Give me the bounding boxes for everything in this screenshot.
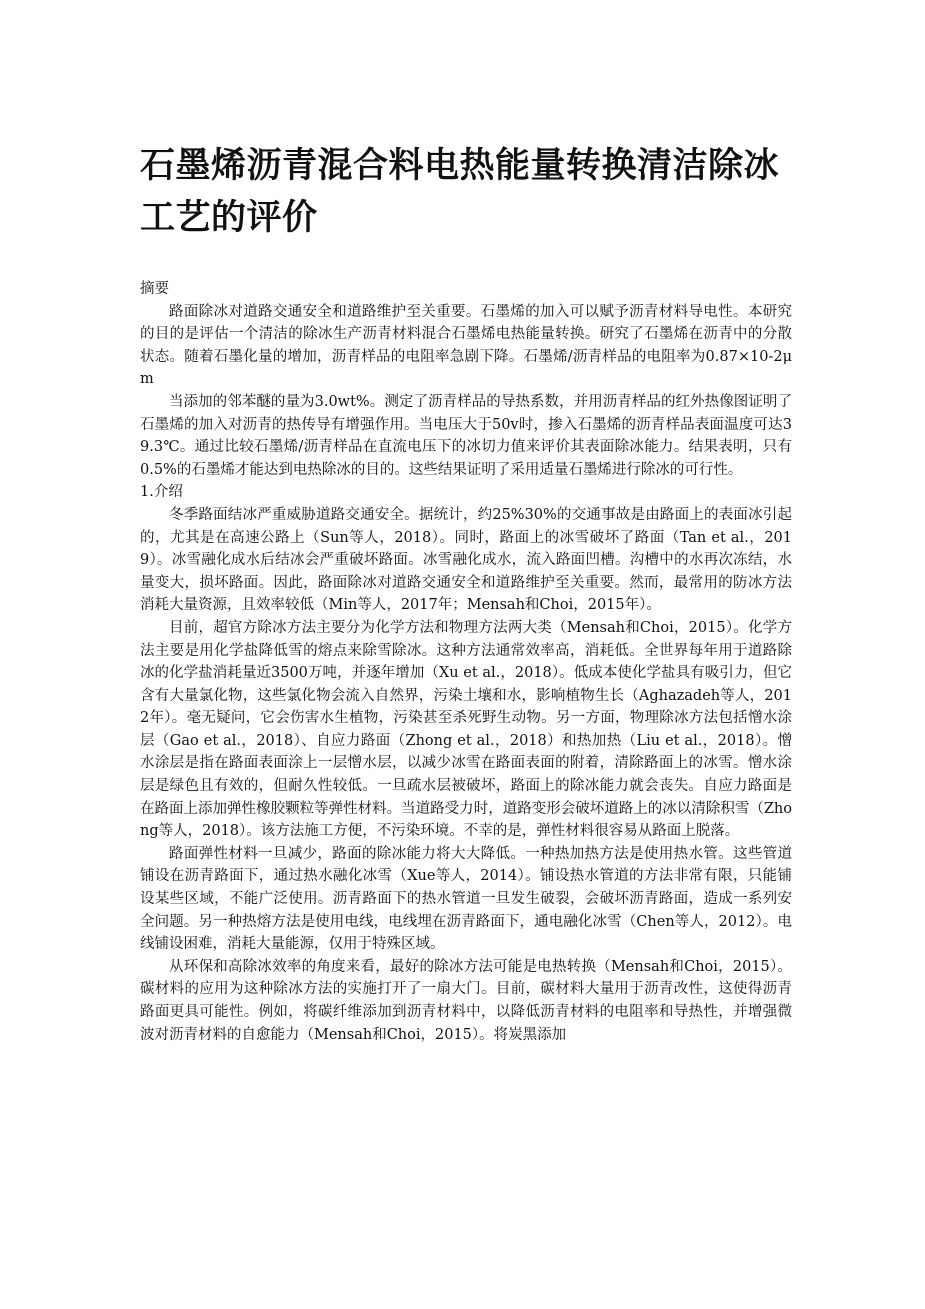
intro-paragraph: 冬季路面结冰严重威胁道路交通安全。据统计，约25%30%的交通事故是由路面上的表面冰引起的，尤其是在高速公路上（Sun等人，2018）。同时，路面上的冰雪破坏了路面（Tan et al.，2019）。冰雪融化成水后结冰会严重破坏路面。冰雪融化成水，流入路面凹槽。沟槽中的水再次冻结，水量变大，损坏路面。因此，路面除冰对道路交通安全和道路维护至关重要。然而，最常用的防冰方法消耗大量资源，且效率较低（Min等人，2017年；Mensah和Choi，2015年）。 <box>140 506 792 614</box>
intro-paragraph: 路面弹性材料一旦减少，路面的除冰能力将大大降低。一种热加热方法是使用热水管。这些管道铺设在沥青路面下，通过热水融化冰雪（Xue等人，2014）。铺设热水管道的方法非常有限，只能铺设某些区域，不能广泛使用。沥青路面下的热水管道一旦发生破裂，会破坏沥青路面，造成一系列安全问题。另一种热熔方法是使用电线，电线埋在沥青路面下，通电融化冰雪（Chen等人，2012）。电线铺设困难，消耗大量能源，仅用于特殊区域。 <box>140 845 792 953</box>
abstract-paragraph: 当添加的邻苯醚的量为3.0wt%。测定了沥青样品的导热系数，并用沥青样品的红外热像图证明了石墨烯的加入对沥青的热传导有增强作用。当电压大于50v时，掺入石墨烯的沥青样品表面温度可达39.3℃。通过比较石墨烯/沥青样品在直流电压下的冰切力值来评价其表面除冰能力。结果表明，只有0.5%的石墨烯才能达到电热除冰的目的。这些结果证明了采用适量石墨烯进行除冰的可行性。 <box>140 393 792 478</box>
document-page <box>140 140 792 1046</box>
intro-paragraph: 从环保和高除冰效率的角度来看，最好的除冰方法可能是电热转换（Mensah和Choi，2015）。碳材料的应用为这种除冰方法的实施打开了一扇大门。目前，碳材料大量用于沥青改性，这使得沥青路面更具可能性。例如，将碳纤维添加到沥青材料中，以降低沥青材料的电阻率和导热性，并增强微波对沥青材料的自愈能力（Mensah和Choi，2015）。将炭黑添加 <box>140 958 792 1043</box>
abstract-paragraph: 路面除冰对道路交通安全和道路维护至关重要。石墨烯的加入可以赋予沥青材料导电性。本研究的目的是评估一个清洁的除冰生产沥青材料混合石墨烯电热能量转换。研究了石墨烯在沥青中的分散状态。随着石墨化量的增加，沥青样品的电阻率急剧下降。石墨烯/沥青样品的电阻率为0.87×10-2μm <box>140 303 792 388</box>
abstract-heading: 摘要 <box>140 281 169 297</box>
paper-title: 石墨烯沥青混合料电热能量转换清洁除冰工艺的评价 <box>140 146 780 238</box>
intro-paragraph: 目前，超官方除冰方法主要分为化学方法和物理方法两大类（Mensah和Choi，2015）。化学方法主要是用化学盐降低雪的熔点来除雪除冰。这种方法通常效率高，消耗低。全世界每年用于道路除冰的化学盐消耗量近3500万吨，并逐年增加（Xu et al.，2018）。低成本使化学盐具有吸引力，但它含有大量氯化物，这些氯化物会流入自然界，污染土壤和水，影响植物生长（Aghazadeh等人，2012年）。毫无疑问，它会伤害水生植物，污染甚至杀死野生动物。另一方面，物理除冰方法包括憎水涂层（Gao et al.，2018）、自应力路面（Zhong et al.，2018）和热加热（Liu et al.，2018）。憎水涂层是指在路面表面涂上一层憎水层，以减少冰雪在路面表面的附着，清除路面上的冰雪。憎水涂层是绿色且有效的，但耐久性较低。一旦疏水层被破坏，路面上的除冰能力就会丧失。自应力路面是在路面上添加弹性橡胶颗粒等弹性材料。当道路受力时，道路变形会破坏道路上的冰以清除积雪（Zhong等人，2018）。该方法施工方便，不污染环境。不幸的是，弹性材料很容易从路面上脱落。 <box>140 619 792 840</box>
intro-heading: 1.介绍 <box>140 484 183 501</box>
